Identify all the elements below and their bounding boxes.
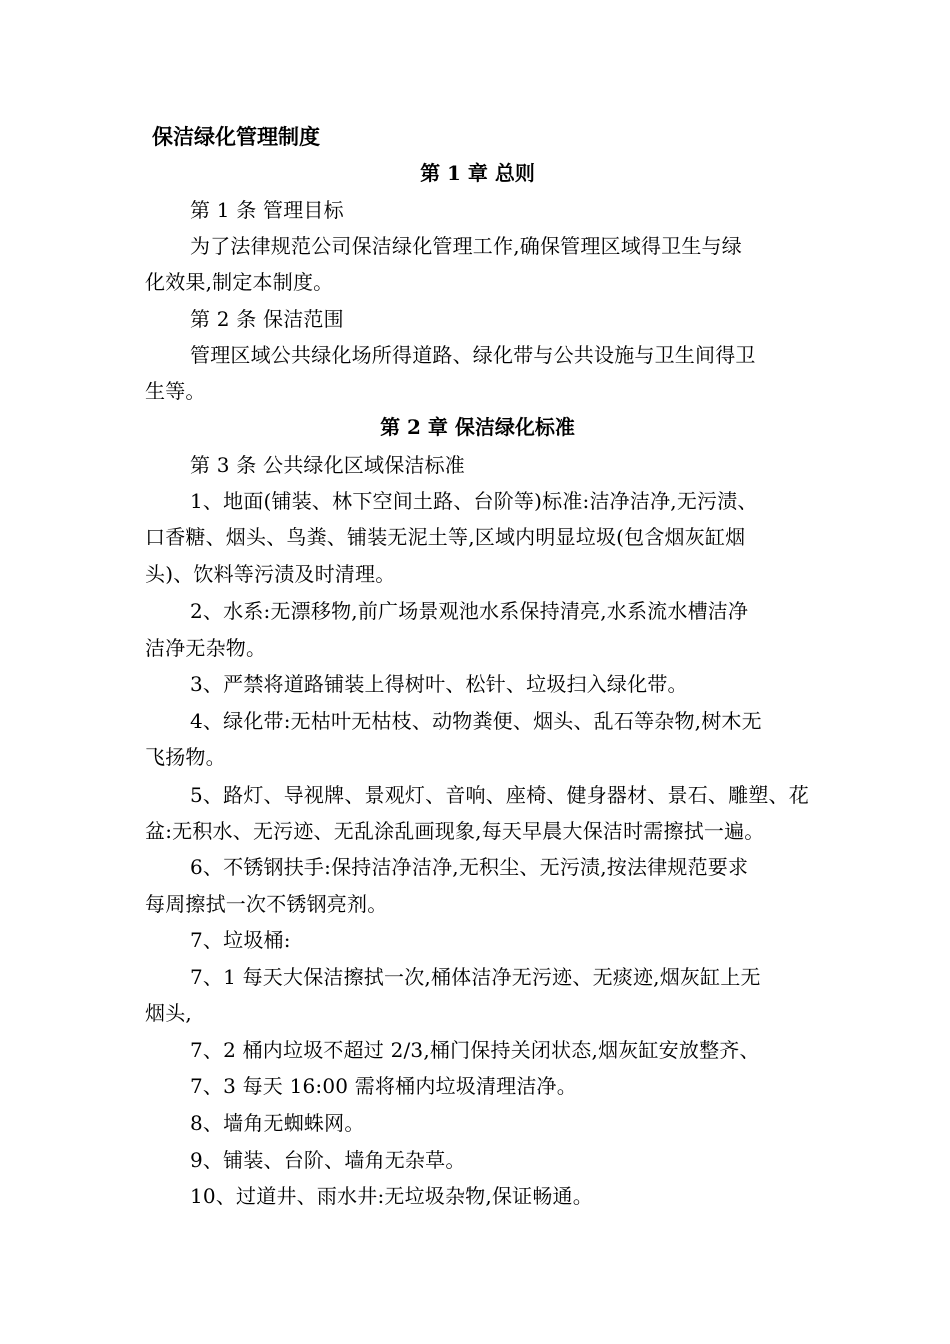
standard-item-7-3: 7、3 每天 16:00 需将桶内垃圾清理洁净。 (190, 1074, 577, 1098)
standard-item-7-1-cont: 烟头, (145, 1001, 192, 1025)
standard-item-9: 9、铺装、台阶、墙角无杂草。 (190, 1148, 466, 1172)
standard-item-10: 10、过道井、雨水井:无垃圾杂物,保证畅通。 (190, 1184, 593, 1208)
standard-item-4: 4、绿化带:无枯叶无枯枝、动物粪便、烟头、乱石等杂物,树木无 (190, 709, 762, 733)
chapter-1-heading: 第 1 章 总则 (420, 161, 535, 185)
standard-item-4-cont: 飞扬物。 (145, 745, 226, 769)
standard-item-3: 3、严禁将道路铺装上得树叶、松针、垃圾扫入绿化带。 (190, 672, 688, 696)
standard-item-1-cont: 头)、饮料等污渍及时清理。 (145, 562, 396, 586)
chapter-2-heading: 第 2 章 保洁绿化标准 (380, 415, 575, 439)
standard-item-5: 5、路灯、导视牌、景观灯、音响、座椅、健身器材、景石、雕塑、花 (190, 783, 809, 807)
standard-item-2: 2、水系:无漂移物,前广场景观池水系保持清亮,水系流水槽洁净 (190, 599, 749, 623)
article-3-heading: 第 3 条 公共绿化区域保洁标准 (190, 453, 465, 477)
standard-item-7-2: 7、2 桶内垃圾不超过 2/3,桶门保持关闭状态,烟灰缸安放整齐、 (190, 1038, 760, 1062)
article-1-text-line: 为了法律规范公司保洁绿化管理工作,确保管理区域得卫生与绿 (190, 234, 742, 258)
article-2-text-line: 管理区域公共绿化场所得道路、绿化带与公共设施与卫生间得卫 (190, 343, 756, 367)
standard-item-6: 6、不锈钢扶手:保持洁净洁净,无积尘、无污渍,按法律规范要求 (190, 855, 749, 879)
standard-item-6-cont: 每周擦拭一次不锈钢亮剂。 (145, 892, 388, 916)
standard-item-7: 7、垃圾桶: (190, 928, 291, 952)
article-2-text-line: 生等。 (145, 379, 206, 403)
article-1-text-line: 化效果,制定本制度。 (145, 270, 334, 294)
article-2-heading: 第 2 条 保洁范围 (190, 307, 344, 331)
standard-item-1-cont: 口香糖、烟头、鸟粪、铺装无泥土等,区域内明显垃圾(包含烟灰缸烟 (145, 525, 746, 549)
standard-item-8: 8、墙角无蜘蛛网。 (190, 1111, 365, 1135)
standard-item-2-cont: 洁净无杂物。 (145, 636, 267, 660)
standard-item-1: 1、地面(铺装、林下空间土路、台阶等)标准:洁净洁净,无污渍、 (190, 489, 758, 513)
document-title: 保洁绿化管理制度 (152, 124, 320, 149)
standard-item-7-1: 7、1 每天大保洁擦拭一次,桶体洁净无污迹、无痰迹,烟灰缸上无 (190, 965, 761, 989)
standard-item-5-cont: 盆:无积水、无污迹、无乱涂乱画现象,每天早晨大保洁时需擦拭一遍。 (145, 819, 765, 843)
article-1-heading: 第 1 条 管理目标 (190, 198, 344, 222)
